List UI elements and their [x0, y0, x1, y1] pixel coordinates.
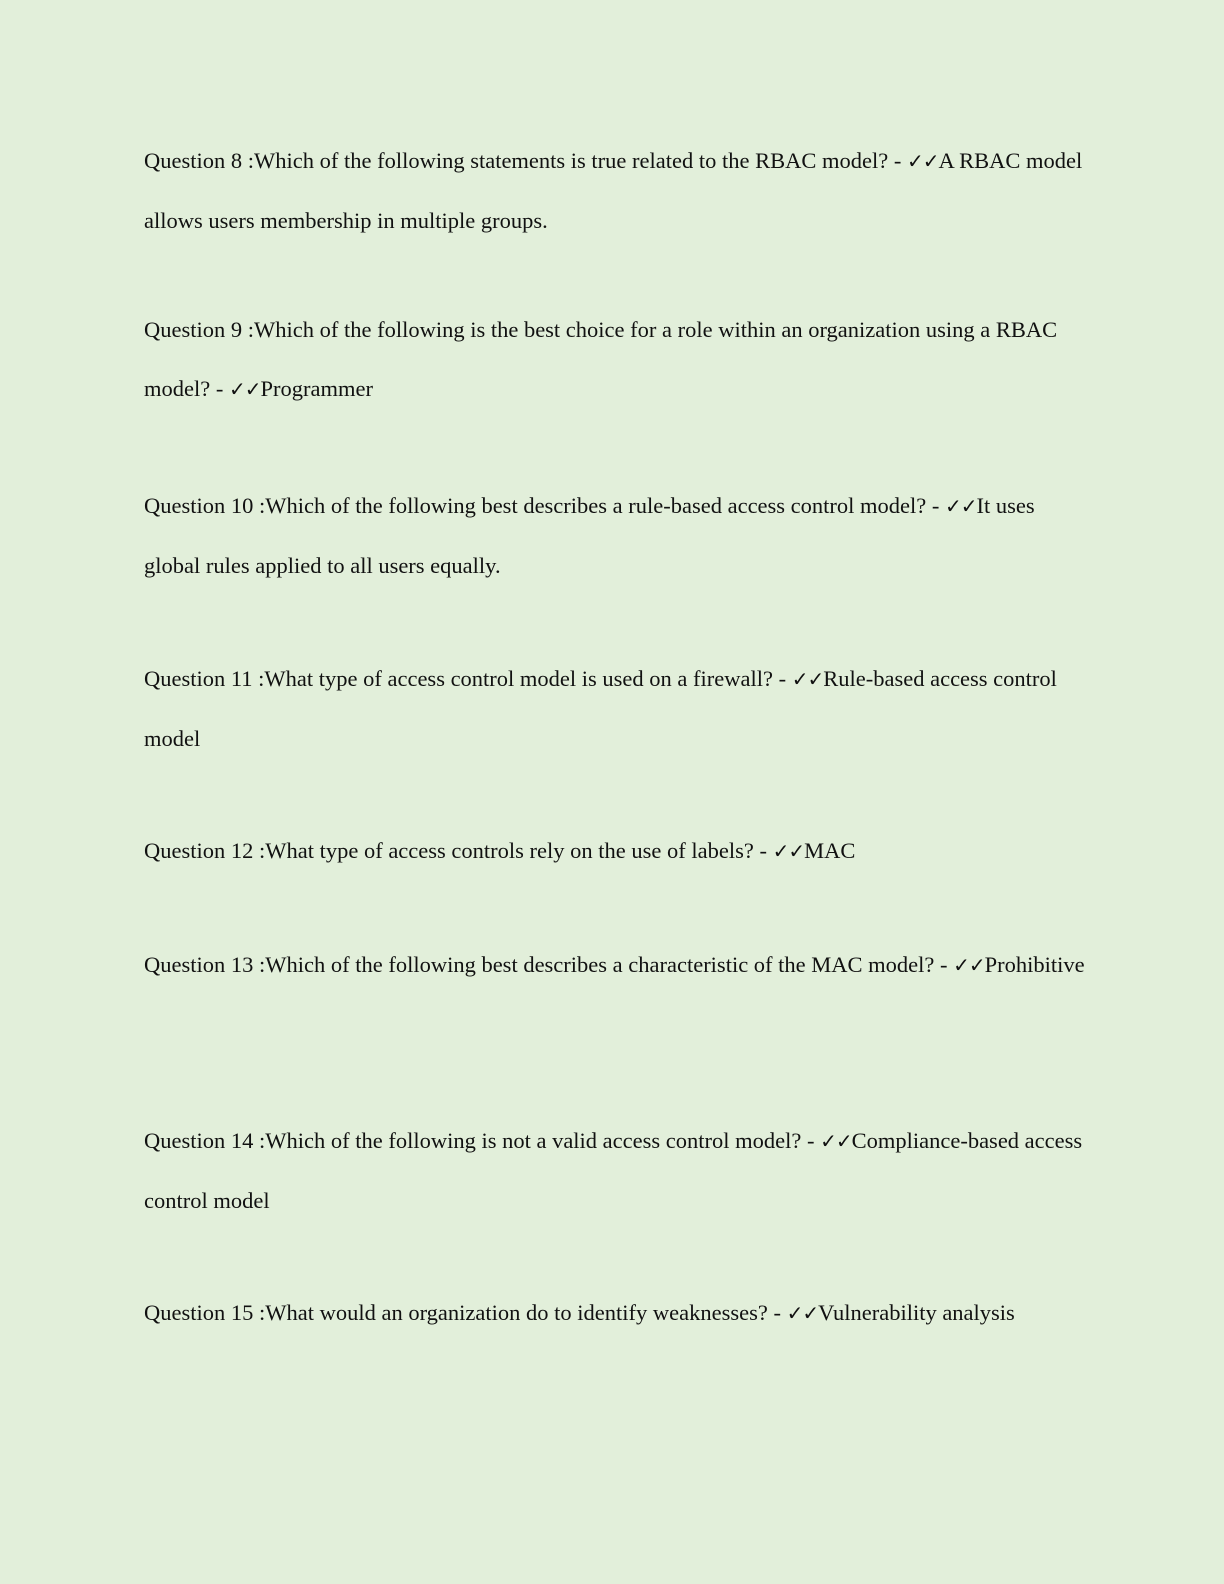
answer-text: Prohibitive — [984, 952, 1085, 977]
double-check-icon: ✓✓ — [906, 149, 939, 173]
answer-text: MAC — [804, 838, 856, 863]
qa-item-11 — [144, 649, 1088, 768]
answer-text: Programmer — [260, 376, 373, 401]
double-check-icon: ✓✓ — [945, 494, 977, 518]
qa-item-14 — [144, 1111, 1088, 1230]
answer-text: It uses global rules applied to all users equally. — [144, 493, 1035, 578]
question-text: Question 15 :What would an organization do to identify weaknesses? - — [144, 1300, 787, 1325]
qa-item-10 — [144, 476, 1088, 595]
answer-text: Rule-based access control model — [144, 666, 1057, 751]
double-check-icon: ✓✓ — [791, 667, 824, 691]
qa-item-13 — [144, 935, 1088, 995]
qa-item-15 — [144, 1283, 1088, 1343]
qa-item-12 — [144, 821, 1088, 881]
double-check-icon: ✓✓ — [953, 953, 985, 977]
double-check-icon: ✓✓ — [772, 839, 805, 863]
question-text: Question 12 :What type of access controls rely on the use of labels? - — [144, 838, 773, 863]
qa-item-9 — [144, 300, 1088, 419]
question-text: Question 9 :Which of the following is the best choice for a role within an organization using a RBAC model? - — [144, 317, 1058, 401]
answer-text: Vulnerability analysis — [818, 1300, 1015, 1325]
question-text: Question 13 :Which of the following best describes a characteristic of the MAC model? - — [144, 952, 954, 977]
answer-text: Compliance-based access control model — [144, 1128, 1083, 1213]
question-text: Question 10 :Which of the following best describes a rule-based access control model? - — [144, 493, 946, 518]
double-check-icon: ✓✓ — [228, 377, 261, 401]
question-text: Question 14 :Which of the following is not a valid access control model? - — [144, 1128, 821, 1153]
answer-text: A RBAC model allows users membership in multiple groups. — [144, 148, 1083, 233]
qa-item-8 — [144, 131, 1088, 250]
question-text: Question 11 :What type of access control model is used on a firewall? - — [144, 666, 792, 691]
double-check-icon: ✓✓ — [820, 1129, 852, 1153]
double-check-icon: ✓✓ — [786, 1301, 819, 1325]
question-text: Question 8 :Which of the following statements is true related to the RBAC model? - — [144, 148, 907, 173]
